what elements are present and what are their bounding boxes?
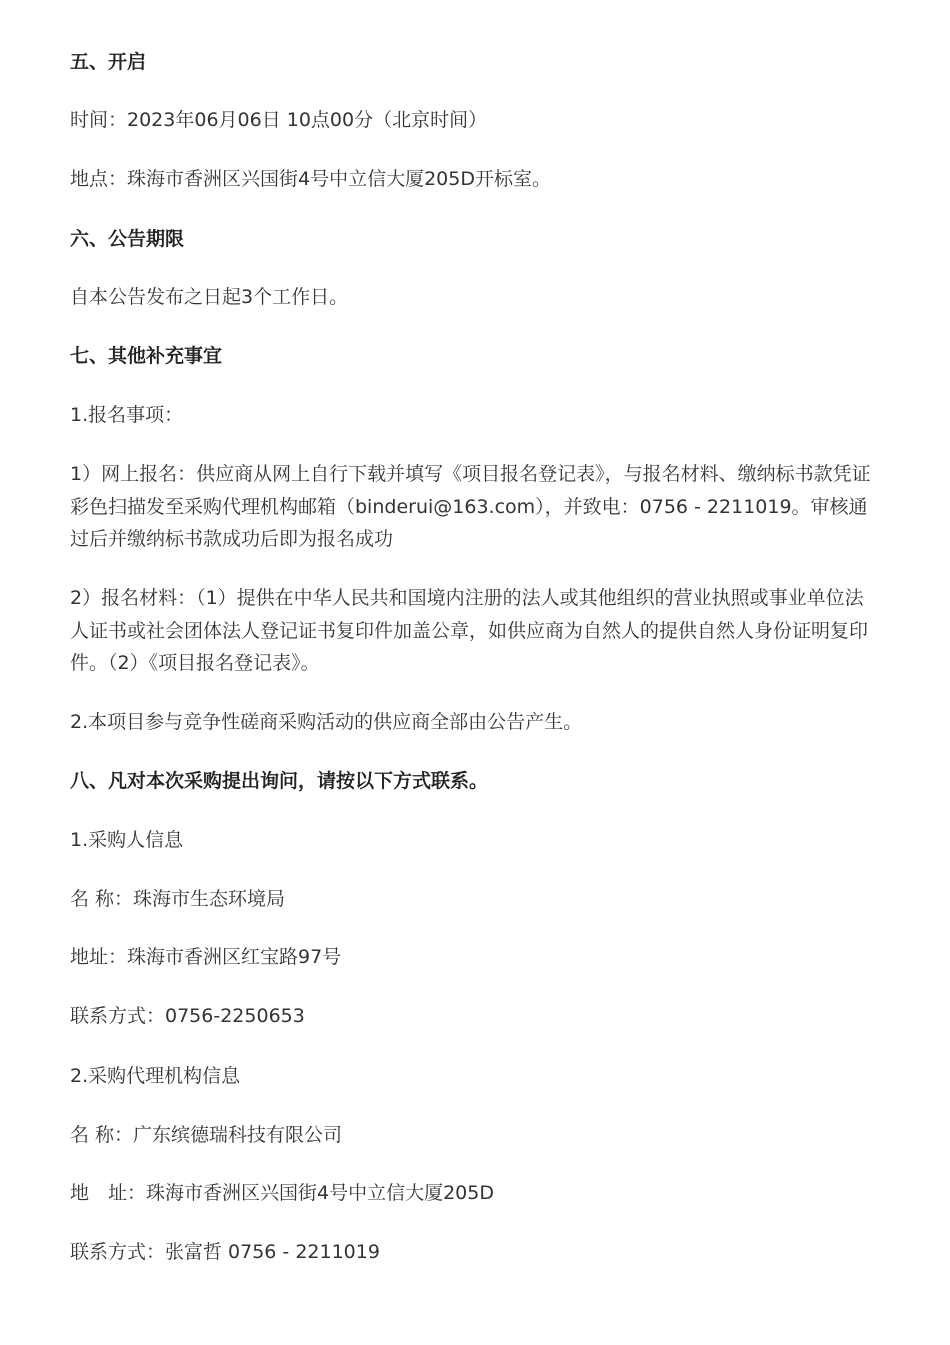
supplier-source-text: 2.本项目参与竞争性磋商采购活动的供应商全部由公告产生。 <box>70 711 583 733</box>
section-heading-contact: 八、凡对本次采购提出询问，请按以下方式联系。 <box>70 770 489 792</box>
purchaser-info-title: 1.采购人信息 <box>70 829 184 851</box>
section-heading-other-matters: 七、其他补充事宜 <box>70 345 223 367</box>
agency-name-text: 名 称：广东缤德瑞科技有限公司 <box>70 1124 343 1146</box>
registration-title-text: 1.报名事项： <box>70 404 184 426</box>
section-heading-notice-period: 六、公告期限 <box>70 228 185 250</box>
agency-address-text: 地 址：珠海市香洲区兴国街4号中立信大厦205D <box>70 1182 494 1204</box>
purchaser-contact-text: 联系方式：0756-2250653 <box>70 1005 305 1027</box>
opening-location-text: 地点：珠海市香洲区兴国街4号中立信大厦205D开标室。 <box>70 168 551 190</box>
online-registration-paragraph: 1）网上报名：供应商从网上自行下载并填写《项目报名登记表》，与报名材料、缴纳标书款凭证彩色扫描发至采购代理机构邮箱（binderui@163.com），并致电：0756 - 2211019。审核通过后并缴纳标书款成功后即为报名成功 <box>70 463 871 550</box>
registration-materials-paragraph: 2）报名材料：（1）提供在中华人民共和国境内注册的法人或其他组织的营业执照或事业单位法人证书或社会团体法人登记证书复印件加盖公章，如供应商为自然人的提供自然人身份证明复印件。（2）《项目报名登记表》。 <box>70 587 869 674</box>
agency-info-title: 2.采购代理机构信息 <box>70 1065 241 1087</box>
section-heading-opening: 五、开启 <box>70 51 147 73</box>
opening-time-text: 时间：2023年06月06日 10点00分（北京时间） <box>70 109 488 131</box>
purchaser-address-text: 地址：珠海市香洲区红宝路97号 <box>70 946 342 968</box>
agency-contact-text: 联系方式：张富哲 0756 - 2211019 <box>70 1241 380 1263</box>
notice-period-text: 自本公告发布之日起3个工作日。 <box>70 286 349 308</box>
purchaser-name-text: 名 称：珠海市生态环境局 <box>70 888 286 910</box>
